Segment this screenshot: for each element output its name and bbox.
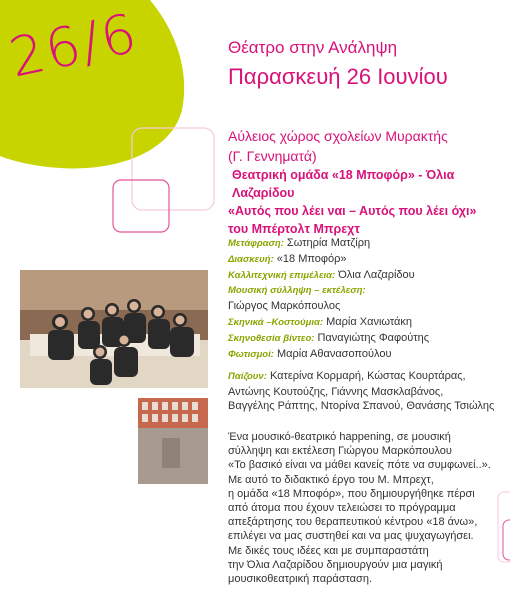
credit-label: Διασκευή: — [228, 253, 274, 265]
credit-row — [228, 299, 429, 315]
description-line: Με δικές τους ιδέες και με συμπαραστάτη — [228, 544, 429, 557]
description-line: επιλέγει να μας συστηθεί και να μας ψυχαγωγήσει. — [228, 530, 474, 543]
credit-row — [228, 283, 429, 299]
cast-line: Βαγγέλης Ράπτης, Ντορίνα Σπανού, Θανάσης Τσιώλης — [228, 400, 495, 413]
event-description — [228, 430, 506, 586]
schoolyard-photo — [138, 398, 208, 484]
credit-value: Μαρία Αθανασοπούλου — [276, 347, 392, 360]
description-line: απεξάρτησης του θεραπευτικού κέντρου «18 άνω», — [228, 516, 478, 529]
description-line: Με αυτό το διδακτικό έργο του Μ. Μπρεχτ, — [228, 473, 434, 486]
credit-value: «18 Μποφόρ» — [276, 252, 347, 265]
credit-row — [228, 236, 429, 252]
description-line: Ένα μουσικό-θεατρικό happening, σε μουσική — [228, 431, 451, 443]
cast-names: Κατερίνα Κορμαρή, Κώστας Κουρτάρας, — [269, 370, 466, 382]
credit-value: Σωτηρία Ματζίρη — [286, 237, 371, 249]
credit-row — [228, 268, 429, 284]
credit-label: Μετάφραση: — [228, 238, 284, 249]
credit-value: Παναγιώτης Φαφούτης — [317, 331, 429, 344]
credit-row — [228, 252, 429, 268]
cast-line — [228, 369, 494, 385]
location-line: Αύλειος χώρος σχολείων Μυρακτής — [228, 128, 448, 144]
credits-list — [228, 236, 429, 362]
credit-value: Όλια Λαζαρίδου — [338, 268, 415, 281]
credit-row — [228, 347, 429, 363]
description-line: την Όλια Λαζαρίδου δημιουργούν μια μαγική — [228, 558, 443, 571]
location-line: (Γ. Γεννηματά) — [228, 148, 317, 164]
cast-label: Παίζουν: — [228, 371, 267, 382]
description-line: σύλληψη και εκτέλεση Γιώργου Μαρκόπουλου — [228, 445, 452, 458]
credit-label: Σκηνοθεσία βίντεο: — [228, 332, 315, 344]
play-author: του Μπέρτολτ Μπρεχτ — [228, 222, 360, 236]
event-location — [228, 126, 448, 166]
event-date: Παρασκευή 26 Ιουνίου — [228, 64, 448, 89]
play-company: Θεατρική ομάδα «18 Μποφόρ» - Όλια Λαζαρίδου — [232, 168, 455, 200]
description-line: από άτομα που έχουν τελειώσει το πρόγραμμα — [228, 502, 456, 515]
credit-label: Καλλιτεχνική επιμέλεια: — [228, 269, 336, 281]
play-info — [228, 166, 510, 238]
credit-label: Φωτισμοί: — [228, 348, 274, 360]
venue-title: Θέατρο στην Ανάληψη — [228, 38, 398, 57]
cast-line: Αντώνης Κουτούζης, Γιάννης Μασκλαβάνος, — [228, 385, 444, 398]
description-line: μουσικοθεατρική παράσταση. — [228, 573, 372, 586]
credit-row — [228, 315, 429, 331]
credit-value: Γιώργος Μαρκόπουλος — [228, 300, 341, 313]
date-badge: 26/6 — [4, 1, 144, 90]
credit-label: Μουσική σύλληψη – εκτέλεση: — [228, 285, 366, 297]
description-line: η ομάδα «18 Μποφόρ», που δημιουργήθηκε πέρσι — [228, 487, 475, 500]
play-title: «Αυτός που λέει ναι – Αυτός που λέει όχι» — [228, 204, 477, 218]
description-line: «Το βασικό είναι να μάθει κανείς πότε να συμφωνεί..». — [228, 459, 491, 472]
credit-label: Σκηνικά –Κοστούμια: — [228, 316, 324, 328]
credit-value: Μαρία Χανιωτάκη — [326, 315, 413, 328]
cast-list — [228, 369, 494, 414]
credit-row — [228, 331, 429, 347]
group-photo — [20, 270, 208, 388]
